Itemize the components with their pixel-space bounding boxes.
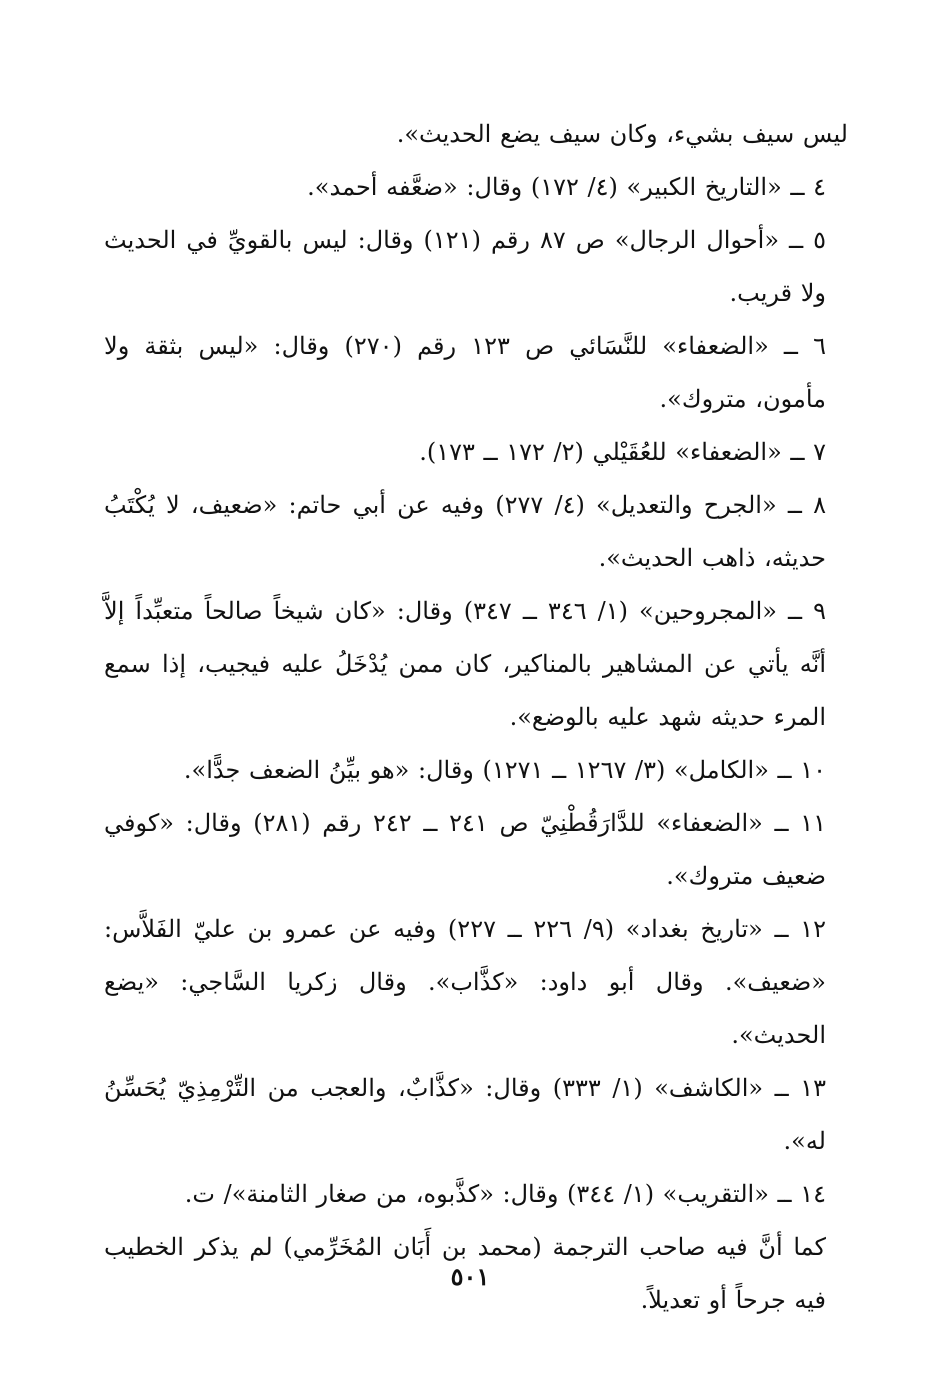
reference-item-5: ٥ ــ «أحوال الرجال» ص ٨٧ رقم (١٢١) وقال: ليس بالقويِّ في الحديث ولا قريب. <box>104 226 827 307</box>
closing-paragraph: كما أنَّ فيه صاحب الترجمة (محمد بن أَبَان المُخَرِّمي) لم يذكر الخطيب فيه جرحاً أو تعديلاً. <box>104 1233 826 1314</box>
reference-item-14: ١٤ ــ «التقريب» (١/ ٣٤٤) وقال: «كذَّبوه، من صغار الثامنة»/ ت. <box>184 1180 826 1208</box>
reference-item-12: ١٢ ــ «تاريخ بغداد» (٩/ ٢٢٦ ــ ٢٢٧) وفيه عن عمرو بن عليّ الفَلاَّس: «ضعيف». وقال أبو داود: «كذَّاب». وقال زكريا السَّاجي: «يضع الحديث». <box>104 915 827 1049</box>
reference-item-10: ١٠ ــ «الكامل» (٣/ ١٢٦٧ ــ ١٢٧١) وقال: «هو بيِّنُ الضعف جدًّا». <box>183 756 826 784</box>
reference-item-8: ٨ ــ «الجرح والتعديل» (٤/ ٢٧٧) وفيه عن أبي حاتم: «ضعيف، لا يُكْتَبُ حديثه، ذاهب الحديث». <box>104 491 826 572</box>
paragraph-continuation: ليس سيف بشيء، وكان سيف يضع الحديث». <box>396 120 848 148</box>
page-body <box>104 108 848 1327</box>
reference-item-7: ٧ ــ «الضعفاء» للعُقَيْلي (٢/ ١٧٢ ــ ١٧٣). <box>419 438 826 466</box>
reference-item-6: ٦ ــ «الضعفاء» للنَّسَائي ص ١٢٣ رقم (٢٧٠) وقال: «ليس بثقة ولا مأمون، متروك». <box>104 332 826 413</box>
reference-item-13: ١٣ ــ «الكاشف» (١/ ٣٣٣) وقال: «كذَّابٌ، والعجب من التِّرْمِذِيّ يُحَسِّنُ له». <box>104 1074 827 1155</box>
reference-item-4: ٤ ــ «التاريخ الكبير» (٤/ ١٧٢) وقال: «ضعَّفه أحمد». <box>307 173 826 201</box>
reference-item-11: ١١ ــ «الضعفاء» للدَّارَقُطْنِيّ ص ٢٤١ ــ ٢٤٢ رقم (٢٨١) وقال: «كوفي ضعيف متروك». <box>104 809 827 890</box>
reference-item-9: ٩ ــ «المجروحين» (١/ ٣٤٦ ــ ٣٤٧) وقال: «كان شيخاً صالحاً متعبِّداً إلاَّ أنَّه يأتي عن المشاهير بالمناكير، كان ممن يُدْخَلُ عليه فيجيب، إذا سمع المرء حديثه شهد عليه بالوضع». <box>104 597 827 731</box>
page-number: ٥٠١ <box>450 1262 490 1291</box>
